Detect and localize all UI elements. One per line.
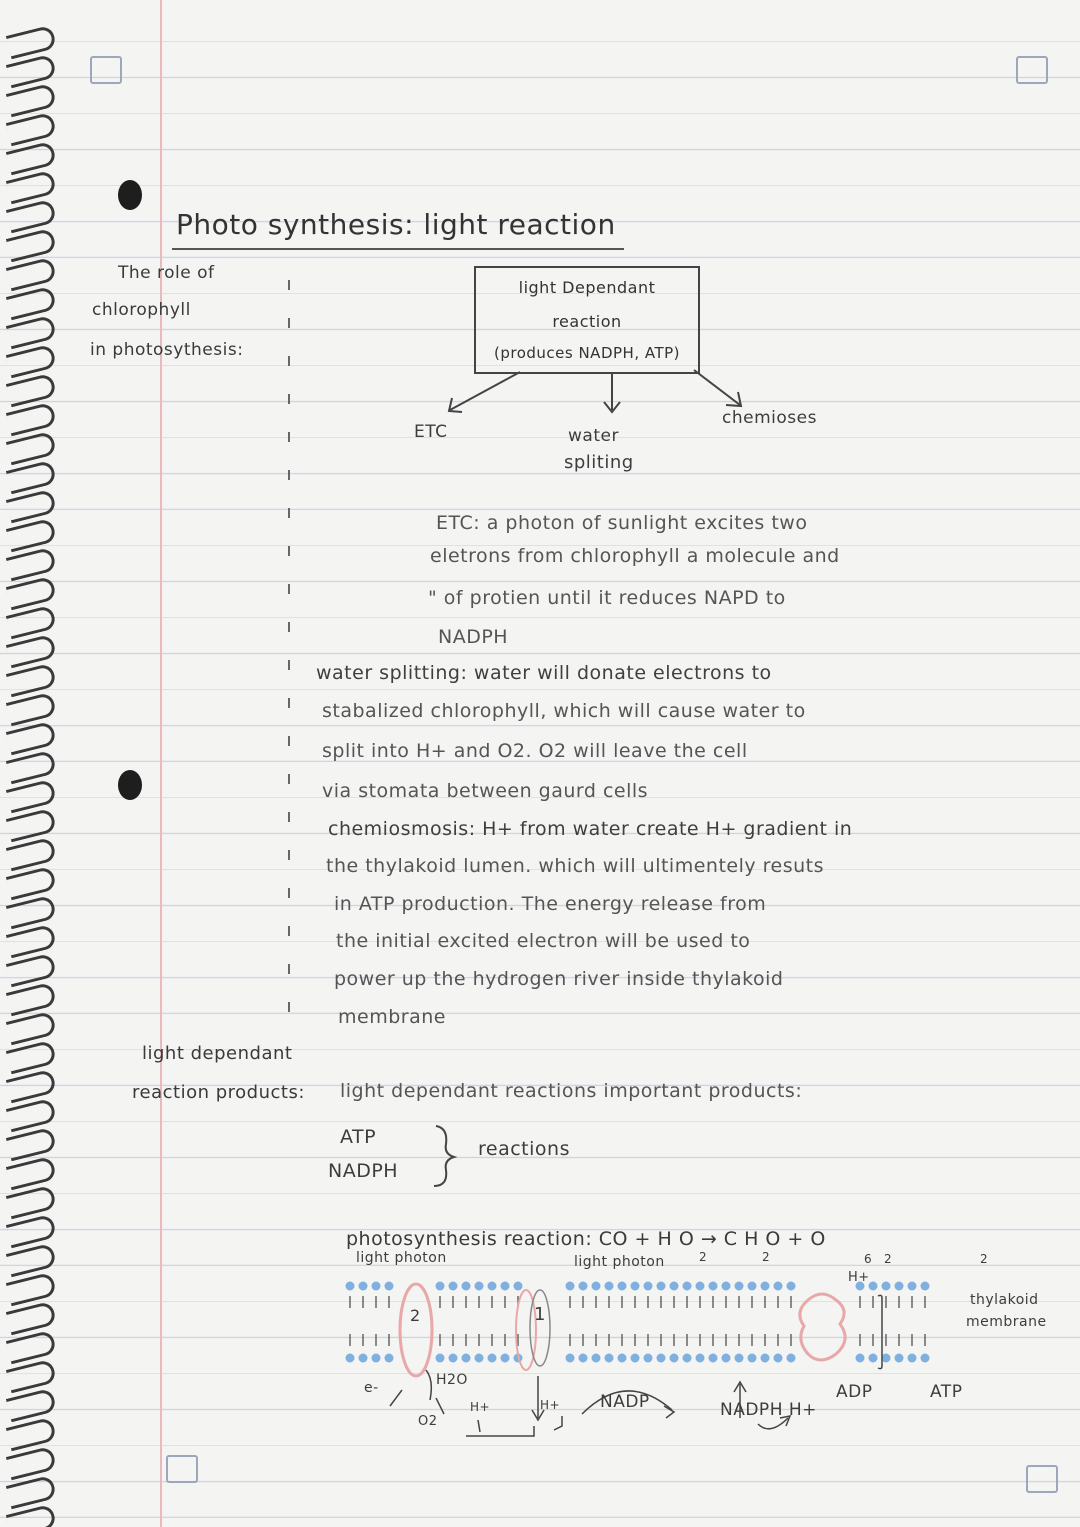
membrane-dot	[346, 1282, 355, 1291]
membrane-dot	[722, 1354, 731, 1363]
spiral-coil	[6, 837, 57, 872]
membrane-dot	[670, 1354, 679, 1363]
label-2: 2	[410, 1306, 421, 1325]
membrane-dot	[579, 1282, 588, 1291]
h-plus-top: H+	[848, 1270, 870, 1285]
water-note-line2: stabalized chlorophyll, which will cause water to	[322, 700, 806, 722]
membrane-dot	[475, 1354, 484, 1363]
membrane-dot	[372, 1354, 381, 1363]
spiral-coil	[6, 924, 57, 959]
membrane-dot	[488, 1282, 497, 1291]
membrane-dot	[908, 1282, 917, 1291]
membrane-dot	[761, 1282, 770, 1291]
products-side-line1: light dependant	[142, 1043, 293, 1064]
box-line1: light Dependant	[518, 278, 656, 297]
eq-sub-o: 2	[980, 1252, 988, 1266]
membrane-label-1: thylakoid	[970, 1292, 1039, 1308]
spiral-coil	[6, 1040, 57, 1075]
spiral-coil	[6, 1272, 57, 1307]
eq-sub-h2: 2	[884, 1252, 892, 1266]
membrane-dot	[462, 1282, 471, 1291]
membrane-dot	[683, 1282, 692, 1291]
spiral-coil	[6, 634, 57, 669]
membrane-dot	[908, 1354, 917, 1363]
membrane-dot	[631, 1354, 640, 1363]
spiral-coil	[6, 663, 57, 698]
membrane-dot	[644, 1282, 653, 1291]
spiral-coil	[6, 1069, 57, 1104]
branch-spliting: spliting	[564, 452, 634, 473]
membrane-dot	[696, 1282, 705, 1291]
electron-label: e-	[364, 1380, 379, 1396]
chemio-note-line6: membrane	[338, 1006, 446, 1028]
water-note-line3: split into H+ and O2. O2 will leave the cell	[322, 740, 748, 762]
water-note-line4: via stomata between gaurd cells	[322, 780, 649, 802]
spiral-coil	[6, 1098, 57, 1133]
label-1: 1	[534, 1304, 546, 1325]
punch-hole	[118, 770, 142, 800]
membrane-dot	[787, 1354, 796, 1363]
membrane-dot	[869, 1354, 878, 1363]
membrane-dot	[735, 1354, 744, 1363]
spiral-coil	[6, 779, 57, 814]
membrane-dot	[670, 1282, 679, 1291]
spiral-coil	[6, 866, 57, 901]
eq-sub-co: 2	[699, 1250, 707, 1264]
side-label-line3: in photosythesis:	[90, 340, 244, 360]
etc-note-line1: ETC: a photon of sunlight excites two	[436, 512, 808, 534]
spiral-coil	[6, 750, 57, 785]
chemio-note-line1: chemiosmosis: H+ from water create H+ gradient in	[328, 818, 853, 840]
spiral-coil	[6, 692, 57, 727]
branch-water: water	[568, 426, 619, 446]
membrane-dot	[346, 1354, 355, 1363]
membrane-dot	[869, 1282, 878, 1291]
h-plus-b: H+	[540, 1398, 561, 1412]
membrane-dot	[359, 1282, 368, 1291]
chemio-note-line2: the thylakoid lumen. which will ultimentely resuts	[326, 855, 825, 877]
membrane-dot	[436, 1282, 445, 1291]
membrane-dot	[592, 1354, 601, 1363]
membrane-dot	[514, 1282, 523, 1291]
spiral-coil	[6, 1417, 57, 1452]
membrane-dot	[856, 1354, 865, 1363]
membrane-dot	[449, 1282, 458, 1291]
spiral-coil	[6, 1127, 57, 1162]
light-photon-label-2: light photon	[574, 1254, 665, 1270]
product-nadph: NADPH	[328, 1160, 399, 1182]
membrane-dot	[787, 1282, 796, 1291]
membrane-dot	[722, 1282, 731, 1291]
membrane-dot	[774, 1282, 783, 1291]
spiral-coil	[6, 1243, 57, 1278]
membrane-dot	[501, 1354, 510, 1363]
h-plus-a: H+	[470, 1400, 491, 1414]
membrane-dot	[605, 1354, 614, 1363]
chemio-note-line5: power up the hydrogen river inside thylakoid	[334, 968, 784, 990]
membrane-dot	[657, 1282, 666, 1291]
spiral-coil	[6, 547, 57, 582]
spiral-coil	[6, 953, 57, 988]
etc-note-line4: NADPH	[438, 626, 509, 648]
products-brace-label: reactions	[478, 1138, 570, 1160]
etc-note-line3: " of protien until it reduces NAPD to	[428, 587, 786, 609]
spiral-coil	[6, 518, 57, 553]
water-note-line1: water splitting: water will donate electrons to	[316, 662, 772, 684]
spiral-coil	[6, 605, 57, 640]
eq-sub-h: 2	[762, 1250, 770, 1264]
spiral-coil	[6, 1475, 57, 1510]
membrane-dot	[921, 1354, 930, 1363]
membrane-dot	[618, 1282, 627, 1291]
membrane-dot	[774, 1354, 783, 1363]
membrane-dot	[385, 1282, 394, 1291]
spiral-coil	[6, 1214, 57, 1249]
etc-note-line2: eletrons from chlorophyll a molecule and	[430, 545, 840, 567]
products-side-line2: reaction products:	[132, 1082, 305, 1103]
page-corner-icon	[1026, 1465, 1058, 1493]
membrane-dot	[882, 1354, 891, 1363]
spiral-coil	[6, 1359, 57, 1394]
membrane-dot	[921, 1282, 930, 1291]
membrane-dot	[436, 1354, 445, 1363]
membrane-dot	[748, 1282, 757, 1291]
page-title: Photo synthesis: light reaction	[176, 208, 616, 241]
product-brace	[430, 1124, 460, 1190]
product-atp: ATP	[340, 1126, 377, 1148]
membrane-dot	[761, 1354, 770, 1363]
membrane-drawing	[330, 1250, 1070, 1450]
spiral-coil	[6, 1156, 57, 1191]
spiral-coil	[6, 1301, 57, 1336]
spiral-coil	[6, 721, 57, 756]
membrane-dot	[385, 1354, 394, 1363]
membrane-dot	[709, 1282, 718, 1291]
membrane-dot	[882, 1282, 891, 1291]
membrane-dot	[579, 1354, 588, 1363]
photosynthesis-equation: photosynthesis reaction: CO + H O → C H O + O	[346, 1228, 826, 1250]
membrane-dot	[709, 1354, 718, 1363]
spiral-coil	[6, 1011, 57, 1046]
membrane-dot	[566, 1282, 575, 1291]
branch-arrows	[0, 0, 1080, 470]
membrane-dot	[488, 1354, 497, 1363]
box-line3: (produces NADPH, ATP)	[493, 344, 681, 362]
membrane-dot	[657, 1354, 666, 1363]
branch-chemioses: chemioses	[722, 408, 817, 428]
box-line2: reaction	[552, 312, 622, 331]
side-label-line1: The role of	[118, 263, 215, 283]
page-corner-icon	[166, 1455, 198, 1483]
spiral-coil	[6, 1446, 57, 1481]
thylakoid-membrane-diagram	[330, 1250, 1070, 1450]
nadp-label: NADP	[600, 1392, 650, 1412]
membrane-dot	[735, 1282, 744, 1291]
membrane-dot	[644, 1354, 653, 1363]
membrane-label-2: membrane	[966, 1314, 1047, 1330]
chemio-note-line3: in ATP production. The energy release from	[334, 893, 767, 915]
adp-label: ADP	[836, 1382, 873, 1402]
spiral-coil	[6, 895, 57, 930]
membrane-dot	[372, 1282, 381, 1291]
membrane-dot	[449, 1354, 458, 1363]
membrane-dot	[592, 1282, 601, 1291]
spiral-coil	[6, 1185, 57, 1220]
chemio-note-line4: the initial excited electron will be used to	[336, 930, 751, 952]
spiral-coil	[6, 489, 57, 524]
h2o-label: H2O	[436, 1372, 468, 1388]
punch-hole	[118, 180, 142, 210]
eq-sub-c: 6	[864, 1252, 872, 1266]
spiral-coil	[6, 1388, 57, 1423]
membrane-dot	[895, 1354, 904, 1363]
membrane-dot	[696, 1354, 705, 1363]
membrane-dot	[748, 1354, 757, 1363]
membrane-dot	[895, 1282, 904, 1291]
membrane-dot	[631, 1282, 640, 1291]
spiral-coil	[6, 1330, 57, 1365]
products-heading: light dependant reactions important products:	[340, 1080, 803, 1102]
spiral-coil	[6, 982, 57, 1017]
o2-label: O2	[418, 1414, 438, 1429]
membrane-dot	[501, 1282, 510, 1291]
membrane-dot	[462, 1354, 471, 1363]
membrane-dot	[566, 1354, 575, 1363]
branch-etc: ETC	[414, 422, 448, 442]
spiral-coil	[6, 576, 57, 611]
membrane-dot	[605, 1282, 614, 1291]
nadph-label: NADPH H+	[720, 1400, 817, 1420]
light-photon-label-1: light photon	[356, 1250, 447, 1266]
membrane-dot	[618, 1354, 627, 1363]
membrane-dot	[359, 1354, 368, 1363]
spiral-coil	[6, 808, 57, 843]
atp-label: ATP	[930, 1382, 963, 1402]
side-label-line2: chlorophyll	[92, 300, 191, 320]
membrane-dot	[475, 1282, 484, 1291]
membrane-dot	[683, 1354, 692, 1363]
